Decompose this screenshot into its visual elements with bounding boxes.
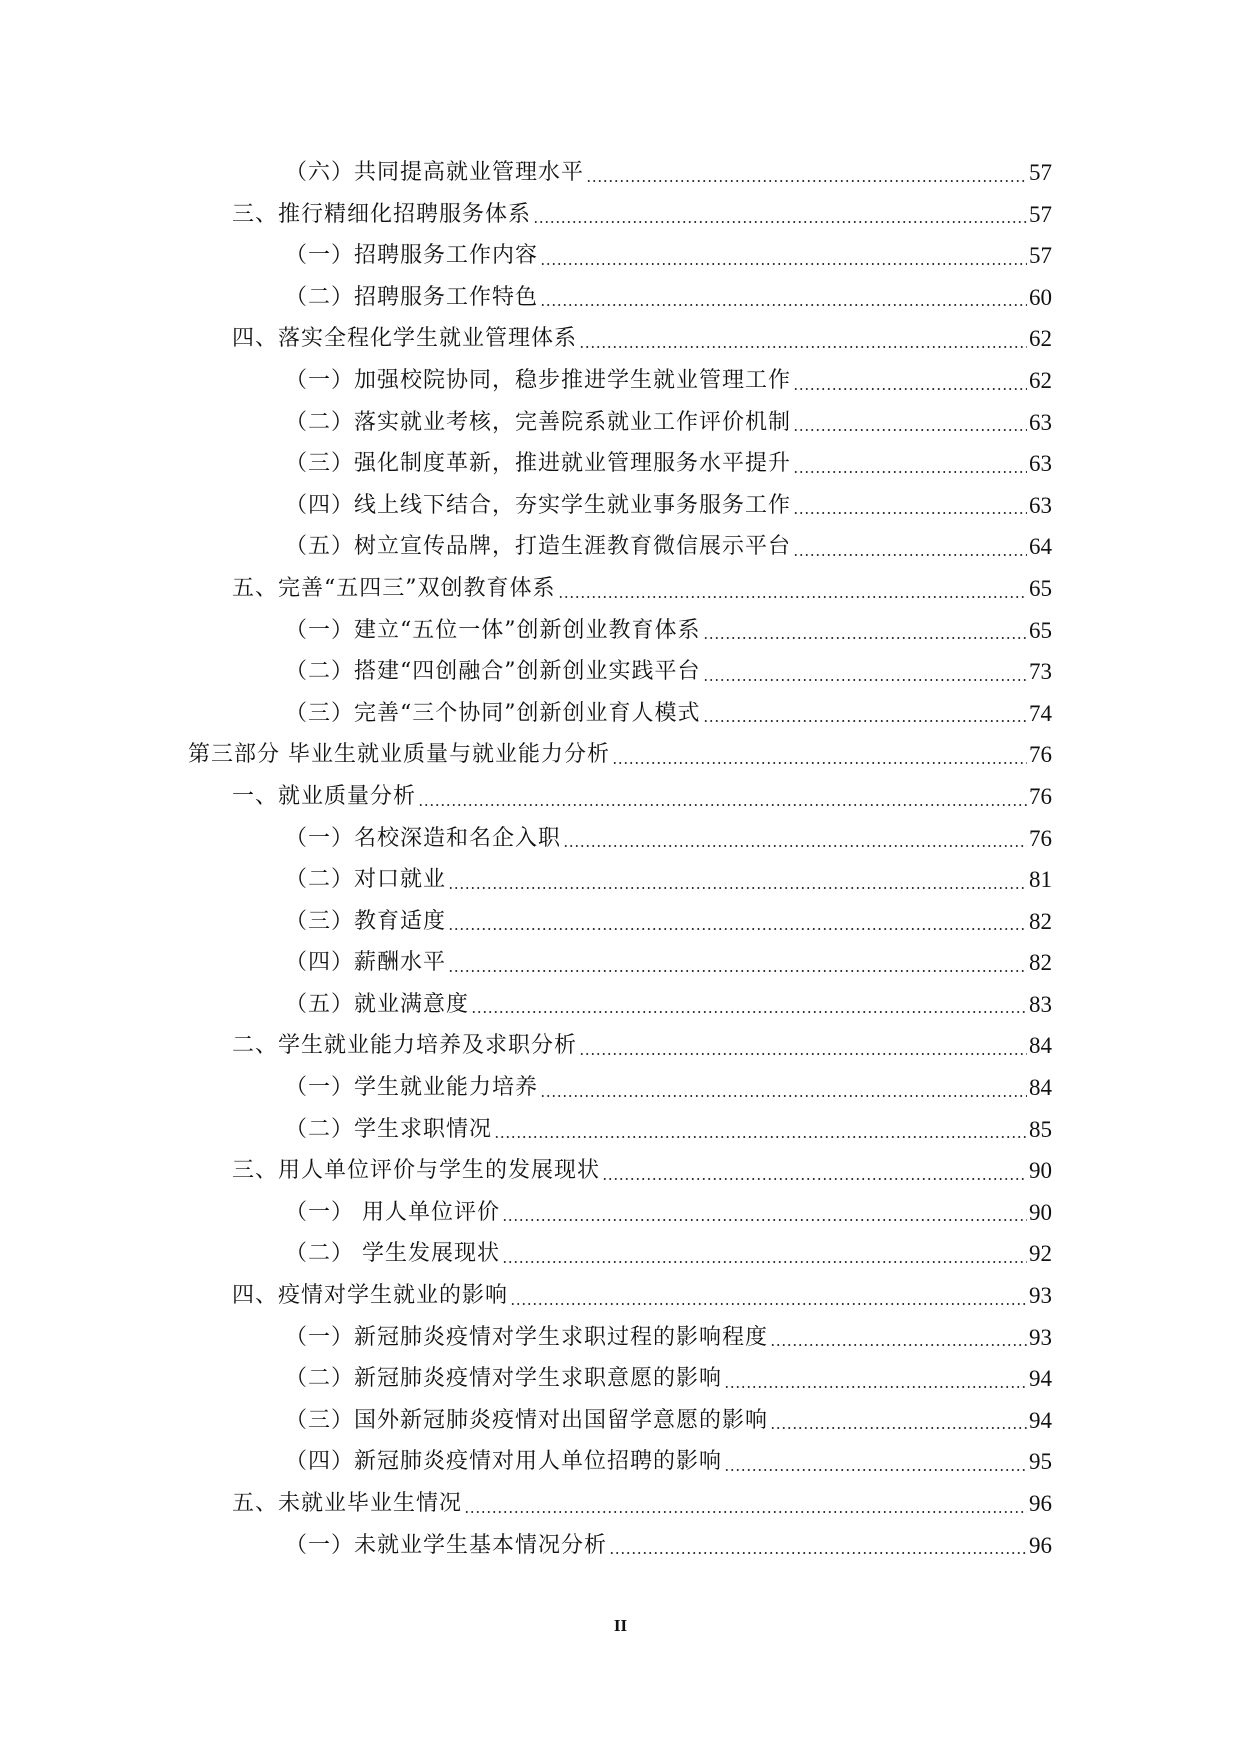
toc-entry-title: （三）完善“三个协同”创新创业育人模式 — [285, 700, 701, 726]
toc-entry[interactable] — [0, 818, 1241, 860]
toc-entry-page: 94 — [1029, 1366, 1052, 1392]
dot-leader — [793, 512, 1027, 514]
toc-entry[interactable] — [0, 1317, 1241, 1359]
dot-leader — [448, 928, 1027, 930]
toc-entry-title: （二）落实就业考核，完善院系就业工作评价机制 — [285, 409, 792, 435]
toc-entry-title: （二）招聘服务工作特色 — [285, 284, 539, 310]
dot-leader — [579, 346, 1027, 348]
dot-leader — [418, 804, 1027, 806]
toc-entry-page: 63 — [1029, 492, 1052, 518]
toc-entry-title: 五、完善“五四三”双创教育体系 — [232, 575, 556, 601]
toc-entry[interactable] — [0, 1150, 1241, 1192]
dot-leader — [793, 471, 1027, 473]
dot-leader — [502, 1261, 1027, 1263]
toc-entry[interactable] — [0, 1233, 1241, 1275]
toc-entry[interactable] — [0, 1525, 1241, 1567]
toc-entry-page: 57 — [1029, 160, 1052, 185]
toc-entry-title: （三）教育适度 — [285, 908, 447, 934]
toc-entry[interactable] — [0, 526, 1241, 568]
dot-leader — [464, 1511, 1027, 1513]
toc-entry-page: 76 — [1029, 783, 1052, 809]
dot-leader — [533, 221, 1027, 223]
toc-entry-page: 96 — [1029, 1491, 1052, 1516]
toc-entry-title: （四）新冠肺炎疫情对用人单位招聘的影响 — [285, 1449, 723, 1475]
toc-entry-page: 90 — [1029, 1158, 1052, 1184]
dot-leader — [793, 388, 1027, 390]
toc-entry[interactable] — [0, 194, 1241, 236]
toc-entry-title: （三）国外新冠肺炎疫情对出国留学意愿的影响 — [285, 1407, 769, 1433]
dot-leader — [558, 596, 1028, 598]
toc-entry-page: 63 — [1029, 409, 1052, 435]
toc-entry-page: 62 — [1029, 326, 1052, 352]
dot-leader — [540, 1095, 1027, 1097]
dot-leader — [602, 1178, 1027, 1180]
toc-entry-page: 81 — [1029, 867, 1052, 893]
toc-entry[interactable] — [0, 942, 1241, 984]
dot-leader — [586, 180, 1027, 182]
dot-leader — [612, 762, 1027, 764]
toc-entry-page: 57 — [1029, 201, 1052, 227]
toc-entry[interactable] — [0, 1441, 1241, 1483]
toc-entry[interactable] — [0, 610, 1241, 652]
toc-entry[interactable] — [0, 485, 1241, 527]
toc-entry[interactable] — [0, 1109, 1241, 1151]
dot-leader — [471, 1011, 1027, 1013]
toc-entry-title: （一）招聘服务工作内容 — [285, 243, 539, 269]
toc-entry-page: 83 — [1029, 991, 1052, 1017]
toc-entry-title: 第三部分 毕业生就业质量与就业能力分析 — [188, 742, 610, 768]
toc-entry-title: （一）未就业学生基本情况分析 — [285, 1532, 608, 1558]
toc-entry-page: 93 — [1029, 1283, 1052, 1309]
toc-entry-page: 76 — [1029, 742, 1052, 768]
toc-entry[interactable] — [0, 734, 1241, 776]
dot-leader — [770, 1344, 1027, 1346]
toc-entry-title: （二）新冠肺炎疫情对学生求职意愿的影响 — [285, 1366, 723, 1392]
toc-entry-title: （六）共同提高就业管理水平 — [285, 160, 585, 185]
toc-entry-title: （三）强化制度革新，推进就业管理服务水平提升 — [285, 451, 792, 477]
toc-entry-title: （一）学生就业能力培养 — [285, 1075, 539, 1101]
toc-entry[interactable] — [0, 1483, 1241, 1525]
dot-leader — [793, 554, 1027, 556]
dot-leader — [703, 720, 1028, 722]
toc-entry[interactable] — [0, 402, 1241, 444]
toc-entry-page: 92 — [1029, 1241, 1052, 1267]
toc-entry-title: （四）薪酬水平 — [285, 950, 447, 976]
dot-leader — [579, 1053, 1027, 1055]
toc-entry-page: 73 — [1029, 659, 1052, 685]
toc-entry[interactable] — [0, 360, 1241, 402]
dot-leader — [609, 1552, 1027, 1554]
toc-entry[interactable] — [0, 1192, 1241, 1234]
dot-leader — [703, 637, 1028, 639]
toc-entry[interactable] — [0, 984, 1241, 1026]
toc-entry-page: 84 — [1029, 1075, 1052, 1101]
toc-entry[interactable] — [0, 235, 1241, 277]
toc-entry[interactable] — [0, 1275, 1241, 1317]
toc-entry-page: 96 — [1029, 1532, 1052, 1558]
dot-leader — [540, 304, 1027, 306]
toc-entry[interactable] — [0, 277, 1241, 319]
toc-entry[interactable] — [0, 901, 1241, 943]
toc-entry-page: 62 — [1029, 367, 1052, 393]
toc-entry-page: 82 — [1029, 950, 1052, 976]
toc-entry-title: （五）就业满意度 — [285, 991, 470, 1017]
dot-leader — [563, 845, 1027, 847]
toc-entry-title: 三、用人单位评价与学生的发展现状 — [232, 1158, 601, 1184]
toc-entry-title: （四）线上线下结合，夯实学生就业事务服务工作 — [285, 492, 792, 518]
dot-leader — [793, 429, 1027, 431]
toc-entry-page: 65 — [1029, 575, 1052, 601]
page-number: II — [613, 1616, 628, 1635]
toc-entry-title: （一） 用人单位评价 — [285, 1199, 500, 1225]
toc-entry[interactable] — [0, 152, 1241, 194]
toc-entry[interactable] — [0, 776, 1241, 818]
toc-entry-page: 64 — [1029, 534, 1052, 560]
toc-entry[interactable] — [0, 693, 1241, 735]
toc-entry-page: 60 — [1029, 284, 1052, 310]
toc-entry-title: （二）搭建“四创融合”创新创业实践平台 — [285, 659, 701, 685]
toc-entry[interactable] — [0, 651, 1241, 693]
toc-entry[interactable] — [0, 1400, 1241, 1442]
toc-entry-page: 84 — [1029, 1033, 1052, 1059]
toc-entry-title: （一）名校深造和名企入职 — [285, 825, 562, 851]
dot-leader — [448, 887, 1027, 889]
toc-entry-page: 76 — [1029, 825, 1052, 851]
toc-entry-title: （五）树立宣传品牌，打造生涯教育微信展示平台 — [285, 534, 792, 560]
toc-entry-page: 93 — [1029, 1324, 1052, 1350]
toc-entry-title: 四、落实全程化学生就业管理体系 — [232, 326, 578, 352]
toc-entry-title: 五、未就业毕业生情况 — [232, 1491, 463, 1516]
dot-leader — [510, 1303, 1027, 1305]
dot-leader — [494, 1136, 1027, 1138]
dot-leader — [703, 679, 1028, 681]
toc-entry[interactable] — [0, 1067, 1241, 1109]
toc-entry[interactable] — [0, 1358, 1241, 1400]
dot-leader — [724, 1386, 1027, 1388]
toc-entry-title: 二、学生就业能力培养及求职分析 — [232, 1033, 578, 1059]
toc-entry-title: （一）新冠肺炎疫情对学生求职过程的影响程度 — [285, 1324, 769, 1350]
toc-entry-title: 三、推行精细化招聘服务体系 — [232, 201, 532, 227]
toc-entry-page: 65 — [1029, 617, 1052, 643]
toc-entry-title: 四、疫情对学生就业的影响 — [232, 1283, 509, 1309]
toc-entry-page: 74 — [1029, 700, 1052, 726]
toc-entry-page: 85 — [1029, 1116, 1052, 1142]
toc-entry[interactable] — [0, 859, 1241, 901]
table-of-contents — [0, 152, 1241, 1566]
toc-entry-page: 94 — [1029, 1407, 1052, 1433]
toc-entry[interactable] — [0, 568, 1241, 610]
dot-leader — [770, 1427, 1027, 1429]
dot-leader — [540, 263, 1027, 265]
toc-entry-page: 82 — [1029, 908, 1052, 934]
toc-entry-page: 95 — [1029, 1449, 1052, 1475]
dot-leader — [724, 1469, 1027, 1471]
toc-entry-title: 一、就业质量分析 — [232, 783, 417, 809]
dot-leader — [502, 1219, 1027, 1221]
toc-entry-title: （一）加强校院协同，稳步推进学生就业管理工作 — [285, 367, 792, 393]
toc-entry[interactable] — [0, 443, 1241, 485]
toc-entry-page: 57 — [1029, 243, 1052, 269]
toc-entry-title: （二） 学生发展现状 — [285, 1241, 500, 1267]
toc-entry-title: （二）对口就业 — [285, 867, 447, 893]
dot-leader — [448, 970, 1027, 972]
toc-entry-page: 90 — [1029, 1199, 1052, 1225]
toc-entry-title: （二）学生求职情况 — [285, 1116, 493, 1142]
toc-entry[interactable] — [0, 1025, 1241, 1067]
toc-entry-title: （一）建立“五位一体”创新创业教育体系 — [285, 617, 701, 643]
toc-entry[interactable] — [0, 318, 1241, 360]
toc-entry-page: 63 — [1029, 451, 1052, 477]
